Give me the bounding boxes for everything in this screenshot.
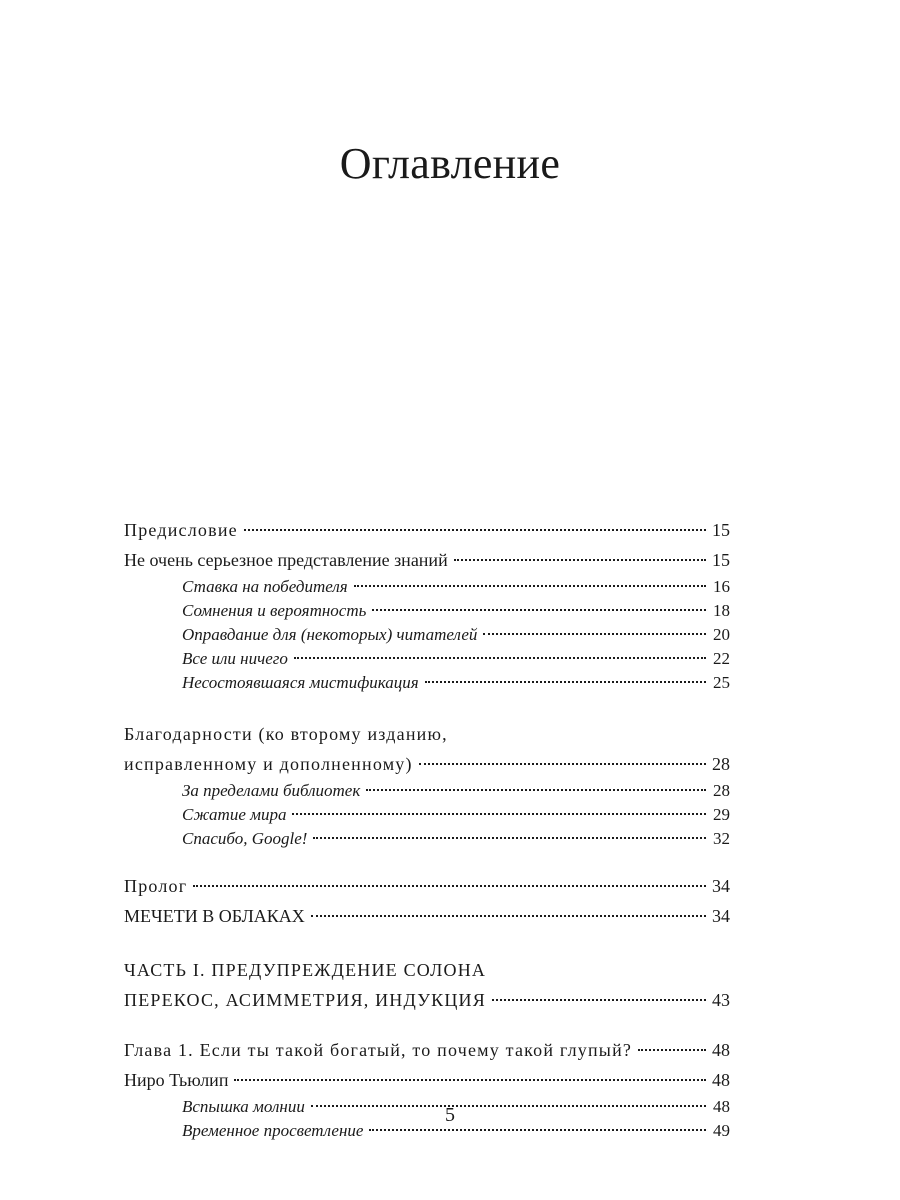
toc-entry-niro[interactable] (124, 1065, 730, 1095)
dot-leader (492, 999, 706, 1001)
toc-entry-page: 48 (712, 1070, 730, 1090)
toc-entry-thanks[interactable] (124, 749, 730, 779)
toc-entry-page: 15 (712, 550, 730, 570)
toc-entry-page: 48 (713, 1097, 730, 1116)
toc-entry-title: Не очень серьезное представление знаний (124, 550, 448, 570)
dot-leader (234, 1079, 706, 1081)
toc-entry-part1-line1[interactable]: ЧАСТЬ I. ПРЕДУПРЕЖДЕНИЕ СОЛОНА (124, 960, 487, 980)
spacer (124, 931, 730, 955)
toc-entry-page: 28 (712, 754, 730, 774)
toc-entry-page: 25 (713, 673, 730, 692)
toc-entry-page: 18 (713, 601, 730, 620)
dot-leader (193, 885, 706, 887)
toc-entry-title: ПЕРЕКОС, АСИММЕТРИЯ, ИНДУКЦИЯ (124, 990, 486, 1010)
dot-leader (483, 633, 706, 635)
toc-entry-title: Пролог (124, 876, 188, 896)
dot-leader (638, 1049, 706, 1051)
toc-entry-page: 32 (713, 829, 730, 848)
toc-entry-title: Временное просветление (182, 1121, 364, 1140)
toc-entry-chapter1[interactable] (124, 1035, 730, 1065)
toc-entry-part1[interactable] (124, 985, 730, 1015)
dot-leader (313, 837, 706, 839)
toc-subentry[interactable] (124, 803, 730, 827)
dot-leader (354, 585, 706, 587)
dot-leader (419, 763, 706, 765)
toc-entry-page: 15 (712, 520, 730, 540)
toc-entry-page: 48 (712, 1040, 730, 1060)
table-of-contents (124, 515, 730, 1143)
toc-entry-title: Несостоявшаяся мистификация (182, 673, 419, 692)
toc-entry-page: 20 (713, 625, 730, 644)
toc-entry-title: За пределами библиотек (182, 781, 361, 800)
toc-entry-page: 49 (713, 1121, 730, 1140)
toc-entry-title: Все или ничего (182, 649, 288, 668)
toc-entry-title: Спасибо, Google! (182, 829, 308, 848)
toc-entry-title: Сжатие мира (182, 805, 287, 824)
toc-entry-title: Ниро Тьюлип (124, 1070, 229, 1090)
toc-subentry[interactable] (124, 647, 730, 671)
toc-entry-title: Глава 1. Если ты такой богатый, то почему такой глупый? (124, 1040, 633, 1060)
dot-leader (311, 915, 706, 917)
dot-leader (292, 813, 706, 815)
page-title: Оглавление (339, 139, 561, 188)
dot-leader (244, 529, 706, 531)
toc-entry-prologue[interactable] (124, 871, 730, 901)
toc-entry-page: 22 (713, 649, 730, 668)
dot-leader (454, 559, 706, 561)
dot-leader (372, 609, 706, 611)
spacer (124, 695, 730, 719)
toc-subentry[interactable] (124, 827, 730, 851)
toc-entry-title: исправленному и дополненному) (124, 754, 413, 774)
toc-subentry[interactable] (124, 575, 730, 599)
spacer (124, 851, 730, 871)
toc-subentry[interactable] (124, 599, 730, 623)
toc-entry-thanks-line1[interactable]: Благодарности (ко второму изданию, (124, 724, 448, 744)
toc-entry-page: 34 (712, 876, 730, 896)
toc-entry-title: Оправдание для (некоторых) читателей (182, 625, 478, 644)
toc-entry-title: Вспышка молнии (182, 1097, 305, 1116)
dot-leader (425, 681, 706, 683)
toc-entry-page: 16 (713, 577, 730, 596)
toc-subentry[interactable] (124, 671, 730, 695)
toc-entry-title: Ставка на победителя (182, 577, 348, 596)
page-number: 5 (445, 1104, 455, 1126)
toc-entry-title: Сомнения и вероятность (182, 601, 367, 620)
toc-entry-page: 34 (712, 906, 730, 926)
dot-leader (366, 789, 706, 791)
toc-entry-page: 28 (713, 781, 730, 800)
toc-entry-preface[interactable] (124, 515, 730, 545)
dot-leader (369, 1129, 706, 1131)
toc-entry-mosques[interactable] (124, 901, 730, 931)
toc-entry-title: Предисловие (124, 520, 238, 540)
toc-entry-page: 29 (713, 805, 730, 824)
toc-entry-intro[interactable] (124, 545, 730, 575)
toc-subentry[interactable] (124, 623, 730, 647)
toc-entry-title: МЕЧЕТИ В ОБЛАКАХ (124, 906, 305, 926)
toc-entry-page: 43 (712, 990, 730, 1010)
spacer (124, 1015, 730, 1035)
toc-subentry[interactable] (124, 779, 730, 803)
dot-leader (294, 657, 706, 659)
